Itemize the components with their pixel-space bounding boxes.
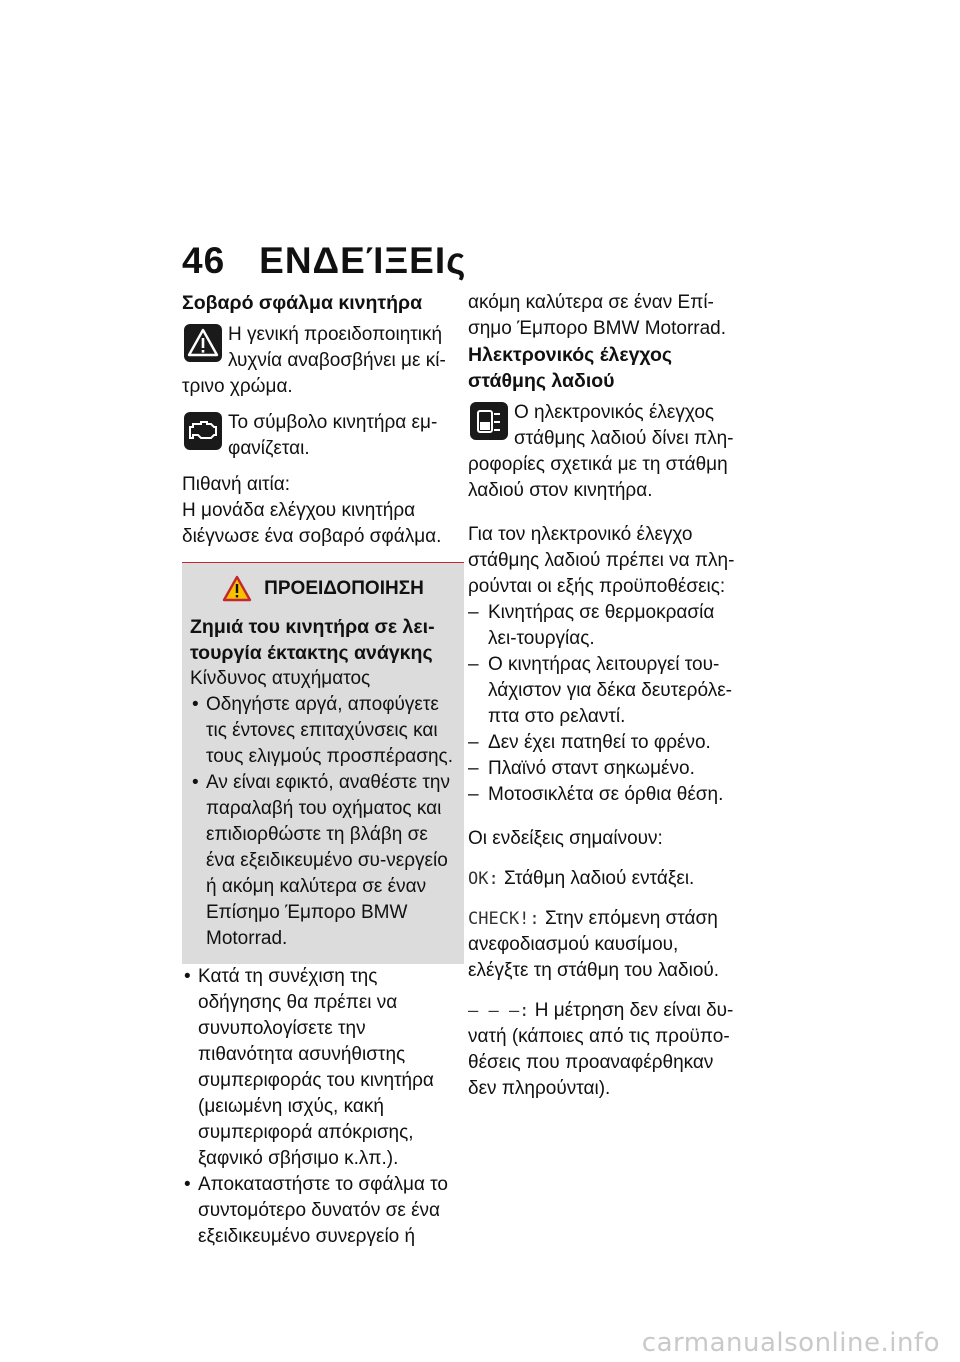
dash-text: Η μέτρηση δεν είναι δυ-νατή (κάποιες από τις προϋπο-θέσεις που προαναφέρθηκαν δεν πληρούνται). <box>468 1000 734 1099</box>
warning-light-row <box>182 322 450 400</box>
check-code: CHECK!: <box>468 909 540 929</box>
ok-text: Στάθμη λαδιού εντάξει. <box>504 868 695 889</box>
caution-triangle-icon <box>222 575 252 602</box>
dash-meaning <box>468 998 736 1102</box>
cause-text: Η μονάδα ελέγχου κινητήρα διέγνωσε ένα σοβαρό σφάλμα. <box>182 500 442 547</box>
check-text: Στην επόμενη στάση ανεφοδιασμού καυσίμου, ελέγξτε τη στάθμη του λαδιού. <box>468 908 720 981</box>
left-column <box>182 290 453 1250</box>
advice-item: • Κατά τη συνέχιση της οδήγησης θα πρέπει να συνυπολογίσετε την πιθανότητα ασυνήθιστης συμπεριφοράς του κινητήρα (μειωμένη ισχύς, κακή συμπεριφορά απόκρισης, ξαφνικό σβήσιμο κ.λπ.). <box>182 964 450 1172</box>
warning-item: • Αν είναι εφικτό, αναθέστε την παραλαβή του οχήματος και επιδιορθώστε τη βλάβη σε ένα εξειδικευμένο συ-νεργείο ή ακόμη καλύτερα σε έναν Επίσημο Έμπορο BMW Motorrad. <box>190 770 456 952</box>
oil-level-text-cont: ροφορίες σχετικά με τη στάθμη λαδιού στον κινητήρα. <box>468 454 728 501</box>
condition-item: – Κινητήρας σε θερμοκρασία λει-τουργίας. <box>468 600 736 652</box>
check-meaning <box>468 906 736 984</box>
oil-level-text: Ο ηλεκτρονικός έλεγχος στάθμης λαδιού δίνει πλη- <box>514 402 734 449</box>
condition-item: – Δεν έχει πατηθεί το φρένο. <box>468 730 736 756</box>
cause-label: Πιθανή αιτία: <box>182 474 291 495</box>
warning-light-text-cont: τρινο χρώμα. <box>182 376 293 397</box>
ok-code: OK: <box>468 869 499 889</box>
warning-box <box>182 562 464 964</box>
engine-symbol-text: Το σύμβολο κινητήρα εμ-φανίζεται. <box>228 412 438 459</box>
right-column <box>468 290 736 1102</box>
engine-symbol-row <box>182 410 450 462</box>
warning-light-text: Η γενική προειδοποιητική λυχνία αναβοσβήνει με κί- <box>228 324 446 371</box>
warning-heading: ΠΡΟΕΙΔΟΠΟΙΗΣΗ <box>264 577 424 599</box>
warning-item: • Οδηγήστε αργά, αποφύγετε τις έντονες επιταχύνσεις και τους ελιγμούς προσπέρασης. <box>190 692 456 770</box>
conditions-list <box>468 600 736 808</box>
warning-subtitle: Κίνδυνος ατυχήματος <box>190 668 371 689</box>
warning-title: Ζημιά του κινητήρα σε λει-τουργία έκτακτης ανάγκης <box>190 616 435 664</box>
warning-triangle-icon <box>184 324 222 362</box>
oil-level-row <box>468 400 736 504</box>
oil-level-icon <box>470 402 508 440</box>
ok-meaning <box>468 866 736 892</box>
advice-item: • Αποκαταστήστε το σφάλμα το συντομότερο δυνατόν σε ένα εξειδικευμένο συνεργείο ή <box>182 1172 450 1250</box>
continued-text: ακόμη καλύτερα σε έναν Επί-σημο Έμπορο BMW Motorrad. <box>468 292 727 339</box>
dash-code: – – –: <box>468 1001 530 1021</box>
condition-item: – Μοτοσικλέτα σε όρθια θέση. <box>468 782 736 808</box>
page-header <box>182 240 466 282</box>
section-title-oil-level: Ηλεκτρονικός έλεγχος στάθμης λαδιού <box>468 344 673 392</box>
advice-list <box>182 964 450 1250</box>
section-title-engine-fault: Σοβαρό σφάλμα κινητήρα <box>182 292 423 314</box>
meaning-intro: Οι ενδείξεις σημαίνουν: <box>468 828 663 849</box>
chapter-title: ΕΝΔΕΊΞΕΙς <box>259 240 467 281</box>
engine-icon <box>184 412 222 450</box>
conditions-intro: Για τον ηλεκτρονικό έλεγχο στάθμης λαδιού πρέπει να πλη-ρούνται οι εξής προϋποθέσεις: <box>468 524 735 597</box>
condition-item: – Πλαϊνό σταντ σηκωμένο. <box>468 756 736 782</box>
page-number: 46 <box>182 240 226 281</box>
watermark: carmanualsonline.info <box>641 1328 940 1358</box>
condition-item: – Ο κινητήρας λειτουργεί του-λάχιστον για δέκα δευτερόλε-πτα στο ρελαντί. <box>468 652 736 730</box>
